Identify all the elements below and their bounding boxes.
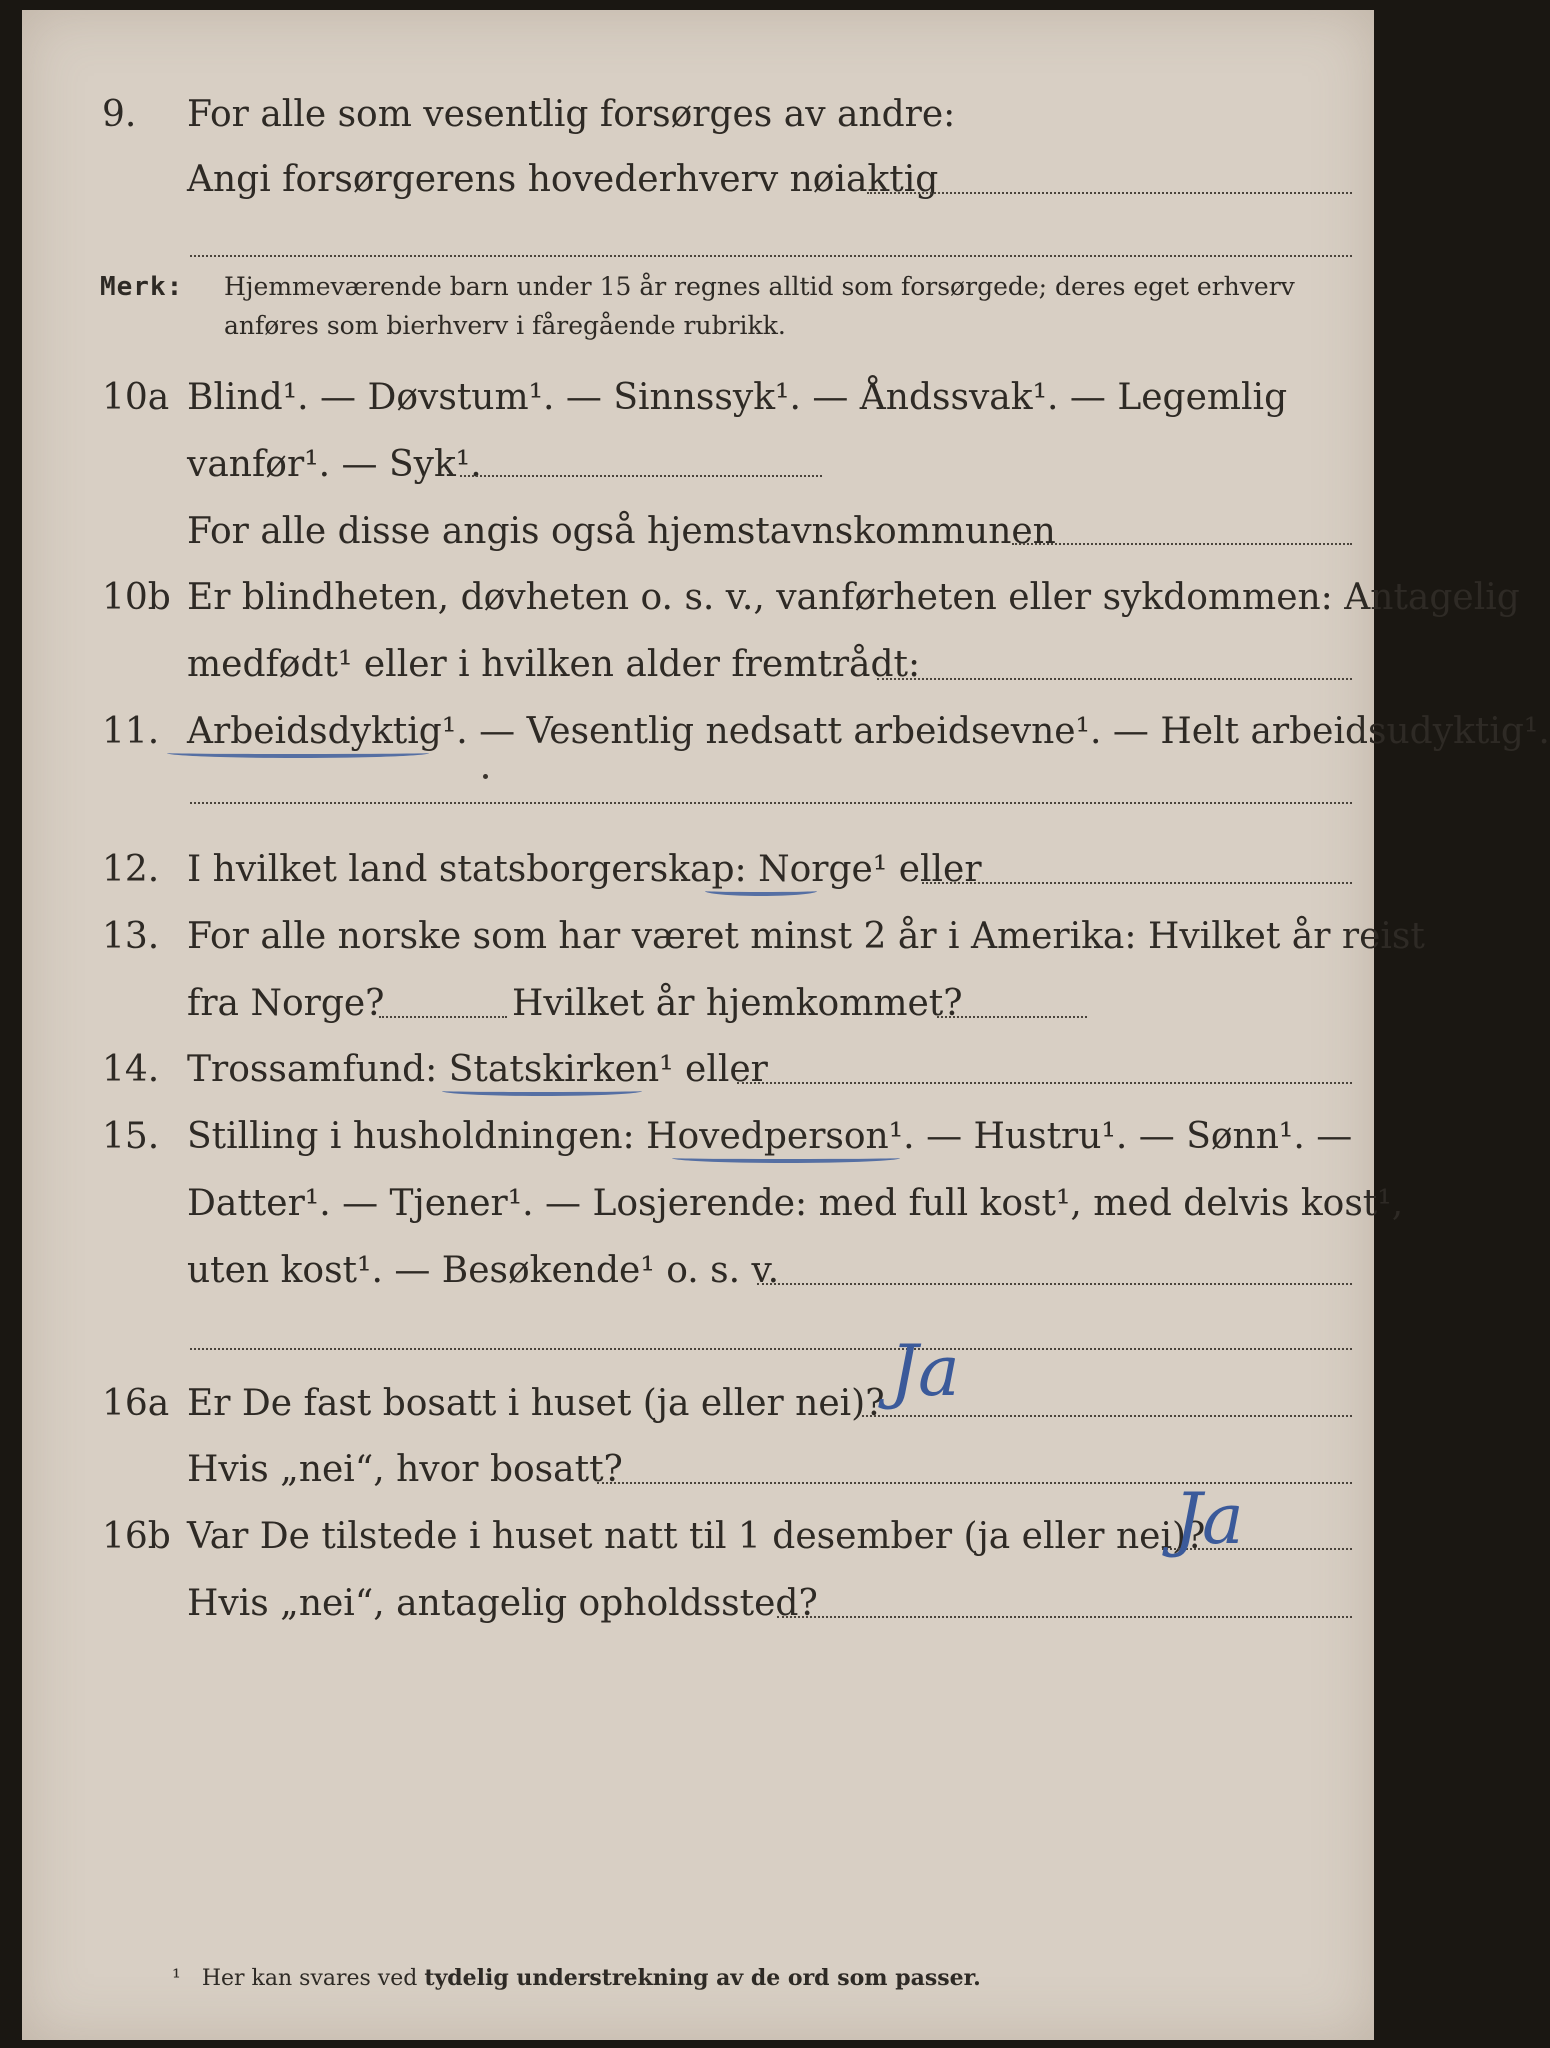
pen-underline	[672, 1153, 900, 1163]
answer-line	[867, 192, 1352, 194]
question-text: uten kost¹. — Besøkende¹ o. s. v.	[187, 1250, 780, 1291]
answer-line	[862, 1415, 1352, 1417]
question-text: Hvis „nei“, hvor bosatt?	[187, 1449, 623, 1490]
question-text-rest: ¹. — Vesentlig nedsatt arbeidsevne¹. — Helt arbeidsudyktig¹.	[441, 711, 1550, 752]
question-number: 12.	[102, 849, 160, 890]
question-text: Var De tilstede i huset natt til 1 desember (ja eller nei)?	[187, 1516, 1206, 1557]
handwritten-answer: Ja	[1174, 1478, 1244, 1560]
question-text: Hvis „nei“, antagelig opholdssted?	[187, 1583, 818, 1624]
underlined-answer: Arbeidsdyktig	[187, 711, 442, 752]
answer-line	[737, 1082, 1352, 1084]
question-number: 13.	[102, 916, 160, 957]
question-text: Er blindheten, døvheten o. s. v., vanførheten eller sykdommen: Antagelig	[187, 577, 1520, 618]
question-number: 11.	[102, 711, 160, 752]
question-text: Angi forsørgerens hovederhverv nøiaktig	[187, 159, 939, 200]
question-text-pre: I hvilket land statsborgerskap:	[187, 849, 747, 890]
answer-line	[460, 475, 822, 477]
question-text-b: Hvilket år hjemkommet?	[512, 983, 963, 1024]
census-form-page	[22, 10, 1550, 2040]
answer-line	[877, 678, 1352, 680]
question-text-post: ¹ eller	[872, 849, 982, 890]
answer-line	[379, 1016, 507, 1018]
question-number: 16a	[102, 1383, 170, 1424]
footnote-text: Her kan svares ved	[201, 1966, 425, 1991]
question-text: medfødt¹ eller i hvilken alder fremtrådt:	[187, 644, 921, 685]
question-text: Datter¹. — Tjener¹. — Losjerende: med full kost¹, med delvis kost¹,	[187, 1183, 1404, 1224]
note-label: Merk:	[100, 272, 184, 302]
question-text-pre: Stilling i husholdningen:	[187, 1116, 635, 1157]
question-text: For alle norske som har været minst 2 år i Amerika: Hvilket år reist	[187, 916, 1425, 957]
question-number: 16b	[102, 1516, 171, 1557]
answer-line	[190, 802, 1352, 804]
ink-speck	[483, 774, 488, 779]
answer-line	[777, 1616, 1352, 1618]
question-number: 14.	[102, 1049, 160, 1090]
question-text-post: ¹ eller	[659, 1049, 768, 1090]
question-number: 9.	[102, 94, 137, 135]
answer-line	[190, 1348, 1352, 1350]
underlined-answer: Norge	[758, 849, 873, 890]
answer-line	[757, 1283, 1352, 1285]
pen-underline	[167, 748, 429, 758]
question-text	[187, 840, 982, 900]
underlined-answer: Statskirken	[448, 1049, 660, 1090]
footnote-bold-text: tydelig understrekning av de ord som passer.	[424, 1965, 981, 1991]
question-text-pre: Trossamfund:	[187, 1049, 438, 1090]
answer-line	[937, 1016, 1087, 1018]
question-text-a: fra Norge?	[187, 983, 385, 1024]
footnote-mark: ¹	[172, 1966, 181, 1991]
question-number: 10b	[102, 577, 171, 618]
note-text-line-2: anføres som bierhverv i fåregående rubrikk.	[224, 311, 786, 340]
question-text: For alle som vesentlig forsørges av andre:	[187, 94, 956, 135]
note-text-line-1: Hjemmeværende barn under 15 år regnes alltid som forsørgede; deres eget erhverv	[224, 272, 1295, 301]
pen-underline	[442, 1086, 642, 1096]
question-number: 15.	[102, 1116, 160, 1157]
question-text: vanfør¹. — Syk¹.	[187, 444, 482, 485]
handwritten-answer: Ja	[890, 1330, 960, 1412]
answer-line	[1012, 543, 1352, 545]
underlined-answer: Hovedperson	[646, 1116, 889, 1157]
answer-line	[922, 882, 1352, 884]
answer-line	[190, 255, 1352, 257]
question-text: Blind¹. — Døvstum¹. — Sinnssyk¹. — Åndssvak¹. — Legemlig	[187, 377, 1288, 418]
footnote	[172, 1965, 981, 1991]
question-number: 10a	[102, 377, 170, 418]
pen-underline	[705, 886, 817, 896]
question-text-post: ¹. — Hustru¹. — Sønn¹. —	[888, 1116, 1353, 1157]
question-text: For alle disse angis også hjemstavnskommunen	[187, 511, 1056, 552]
question-text: Er De fast bosatt i huset (ja eller nei)?	[187, 1383, 885, 1424]
